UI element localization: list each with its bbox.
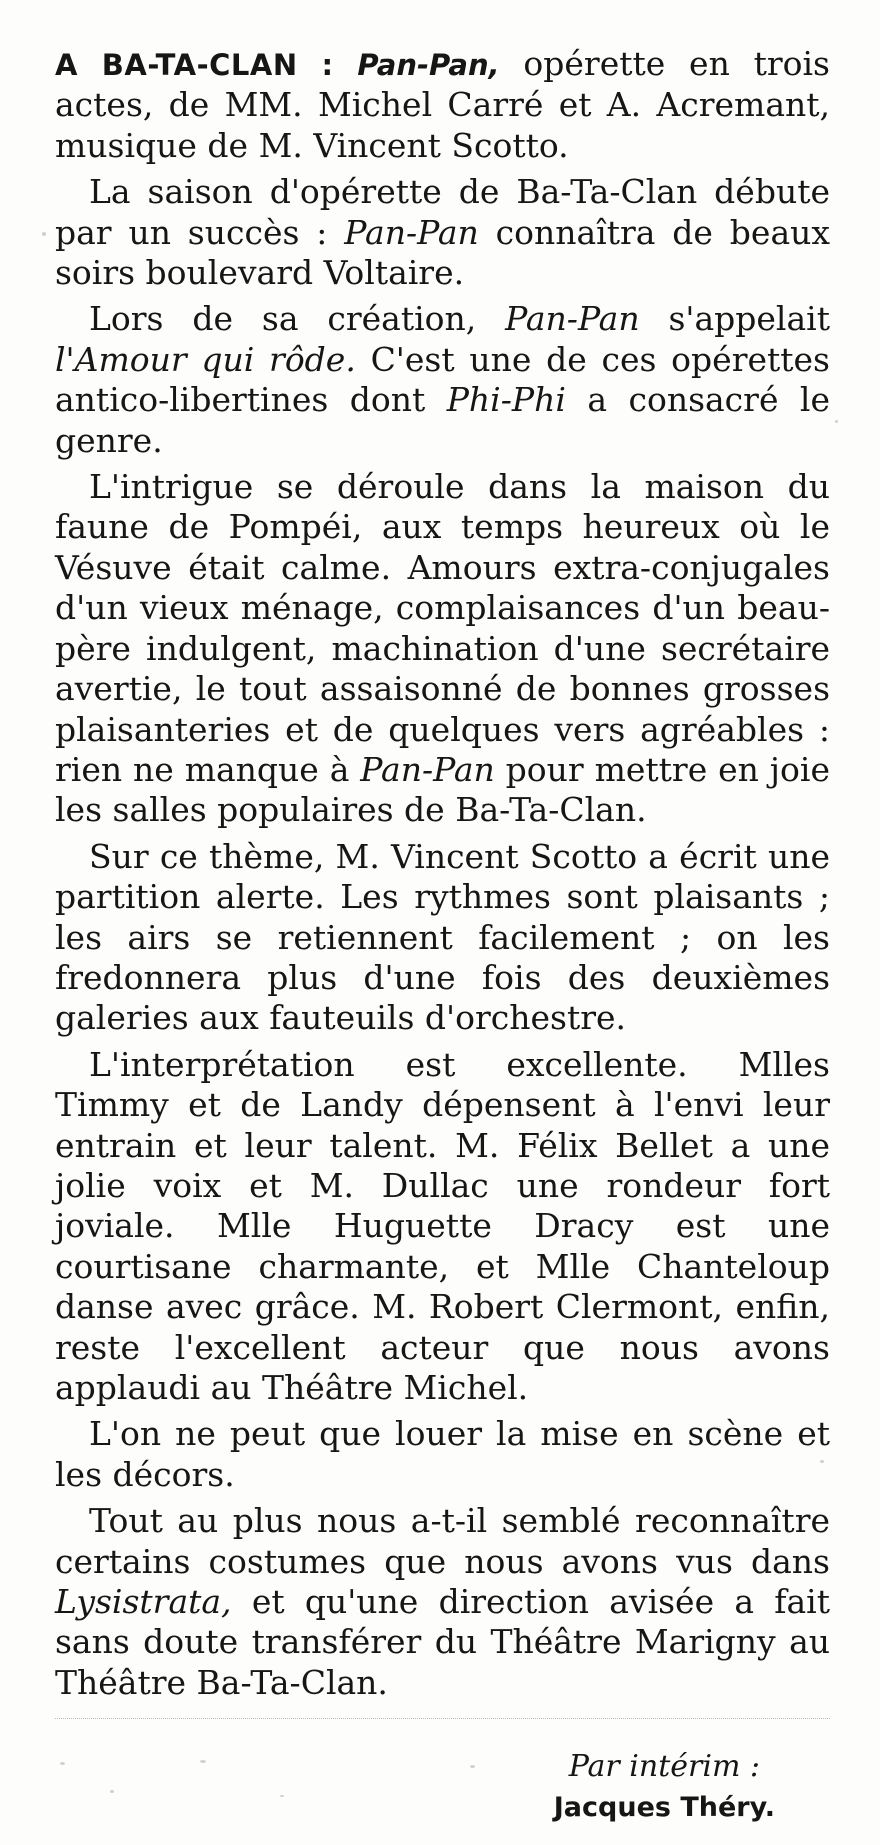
title-reference: Lysistrata, [55,1582,232,1622]
signature-block [554,1748,775,1828]
title-reference: Pan-Pan [344,212,479,252]
print-speck [835,420,838,423]
title-reference: Pan-Pan [505,299,640,339]
paragraph-text: connaîtra de beaux soirs boulevard Voltaire. [55,212,830,293]
paragraph-text: C'est une de ces opérettes antico-libertines dont [55,339,830,420]
title-reference: Phi-Phi [446,380,566,420]
review-header-paragraph [55,44,830,166]
paragraph-text: s'appelait [668,299,830,339]
paragraph-text: pour mettre en joie les salles populaires de Ba-Ta-Clan. [55,749,830,830]
paragraph-season-opening [55,172,830,293]
signature-role: Par intérim : [568,1749,761,1784]
paragraph-cast: L'interprétation est excellente. Mlles Timmy et de Landy dépensent à l'envi leur entrain et leur talent. M. Félix Bellet a une jolie voix et M. Dullac une rondeur fort joviale. Mlle Huguette Dracy est une courtisane charmante, et Mlle Chanteloup danse avec grâce. M. Robert Clermont, enfin, reste l'excellent acteur que nous avons applaudi au Théâtre Michel. [55,1044,830,1407]
paragraph-staging: L'on ne peut que louer la mise en scène et les décors. [55,1414,830,1494]
review-column [55,44,830,1709]
paragraph-plot [55,467,830,831]
title-reference: Pan-Pan [360,749,495,789]
show-credits: opérette en trois actes, de MM. Michel Carré et A. Acremant, musique de M. Vincent Scotto. [55,44,830,165]
print-speck [42,232,46,236]
paragraph-text: L'intrigue se déroule dans la maison du faune de Pompéi, aux temps heureux où le Vésuve était calme. Amours extra-conjugales d'un vieux ménage, complaisances d'un beau-père indulgent, machination d'une secrétaire avertie, le tout assaisonné de bonnes grosses plaisanteries et de quelques vers agréables : rien ne manque à [55,467,830,789]
print-speck [470,1765,475,1768]
paragraph-text: Lors de sa création, [89,299,477,339]
separator-line [55,1718,830,1719]
print-speck [200,1760,206,1763]
paragraph-costumes [55,1501,830,1703]
print-speck [110,1790,114,1793]
venue-heading: A BA-TA-CLAN : [55,48,334,82]
paragraph-text: a consacré le genre. [55,380,830,460]
show-title: Pan-Pan, [357,48,500,82]
paragraph-creation [55,299,830,461]
title-reference: l'Amour qui rôde. [55,339,356,379]
paragraph-score: Sur ce thème, M. Vincent Scotto a écrit une partition alerte. Les rythmes sont plaisants ; les airs se retiennent facilement ; on les fredonnera plus d'une fois des deuxièmes galeries aux fauteuils d'orchestre. [55,836,830,1038]
paragraph-text: Tout au plus nous a-t-il semblé reconnaître certains costumes que nous avons vus dans [55,1501,830,1581]
print-speck [280,1795,284,1797]
print-speck [60,1762,65,1765]
print-speck [820,1460,824,1463]
signature-name: Jacques Théry. [553,1792,775,1823]
paragraph-text: et qu'une direction avisée a fait sans doute transférer du Théâtre Marigny au Théâtre Ba-Ta-Clan. [55,1582,830,1702]
paragraph-text: La saison d'opérette de Ba-Ta-Clan débute par un succès : [55,172,830,252]
